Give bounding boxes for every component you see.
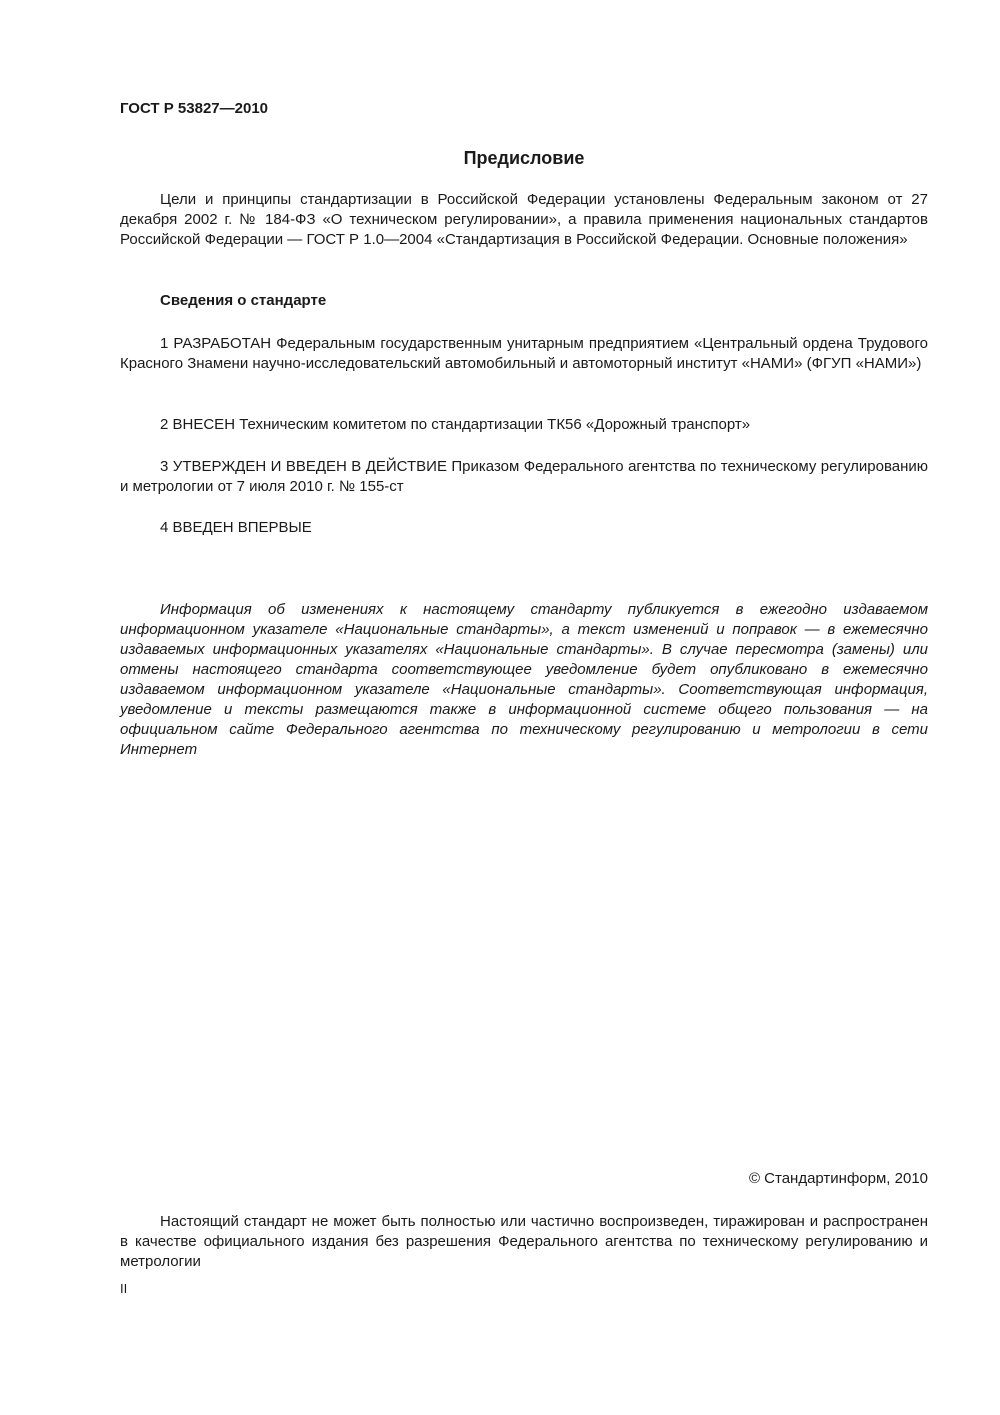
item-developed: 1 РАЗРАБОТАН Федеральным государственным унитарным предприятием «Центральный ордена Трудового Красного Знамени научно-исследовательский автомобильный и автомоторный институт «НАМИ» (ФГУП «НАМИ») bbox=[120, 335, 928, 372]
page-title: Предисловие bbox=[463, 148, 585, 168]
legal-notice: Настоящий стандарт не может быть полностью или частично воспроизведен, тиражирован и распространен в качестве официального издания без разрешения Федерального агентства по техническому регулированию и метрологии bbox=[120, 1213, 928, 1270]
item-first-introduced: 4 ВВЕДЕН ВПЕРВЫЕ bbox=[160, 519, 312, 536]
copyright: © Стандартинформ, 2010 bbox=[748, 1170, 928, 1187]
intro-paragraph: Цели и принципы стандартизации в Российской Федерации установлены Федеральным законом от 27 декабря 2002 г. № 184-ФЗ «О техническом регулировании», а правила применения национальных стандартов Российской Федерации — ГОСТ Р 1.0—2004 «Стандартизация в Российской Федерации. Основные положения» bbox=[120, 191, 928, 248]
info-notice: Информация об изменениях к настоящему стандарту публикуется в ежегодно издаваемом информационном указателе «Национальные стандарты», а текст изменений и поправок — в ежемесячно издаваемых информационных указателях «Национальные стандарты». В случае пересмотра (замены) или отмены настоящего стандарта соответствующее уведомление будет опубликовано в ежемесячно издаваемом информационном указателе «Национальные стандарты». Соответствующая информация, уведомление и тексты размещаются также в информационной системе общего пользования — на официальном сайте Федерального агентства по техническому регулированию и метрологии в сети Интернет bbox=[120, 601, 928, 758]
page-number: II bbox=[120, 1281, 128, 1296]
item-introduced: 2 ВНЕСЕН Техническим комитетом по стандартизации ТК56 «Дорожный транспорт» bbox=[160, 416, 751, 433]
document-id: ГОСТ Р 53827—2010 bbox=[120, 100, 269, 117]
item-approved: 3 УТВЕРЖДЕН И ВВЕДЕН В ДЕЙСТВИЕ Приказом Федерального агентства по техническому регулированию и метрологии от 7 июля 2010 г. № 155-ст bbox=[120, 458, 928, 495]
section-heading: Сведения о стандарте bbox=[160, 292, 327, 309]
